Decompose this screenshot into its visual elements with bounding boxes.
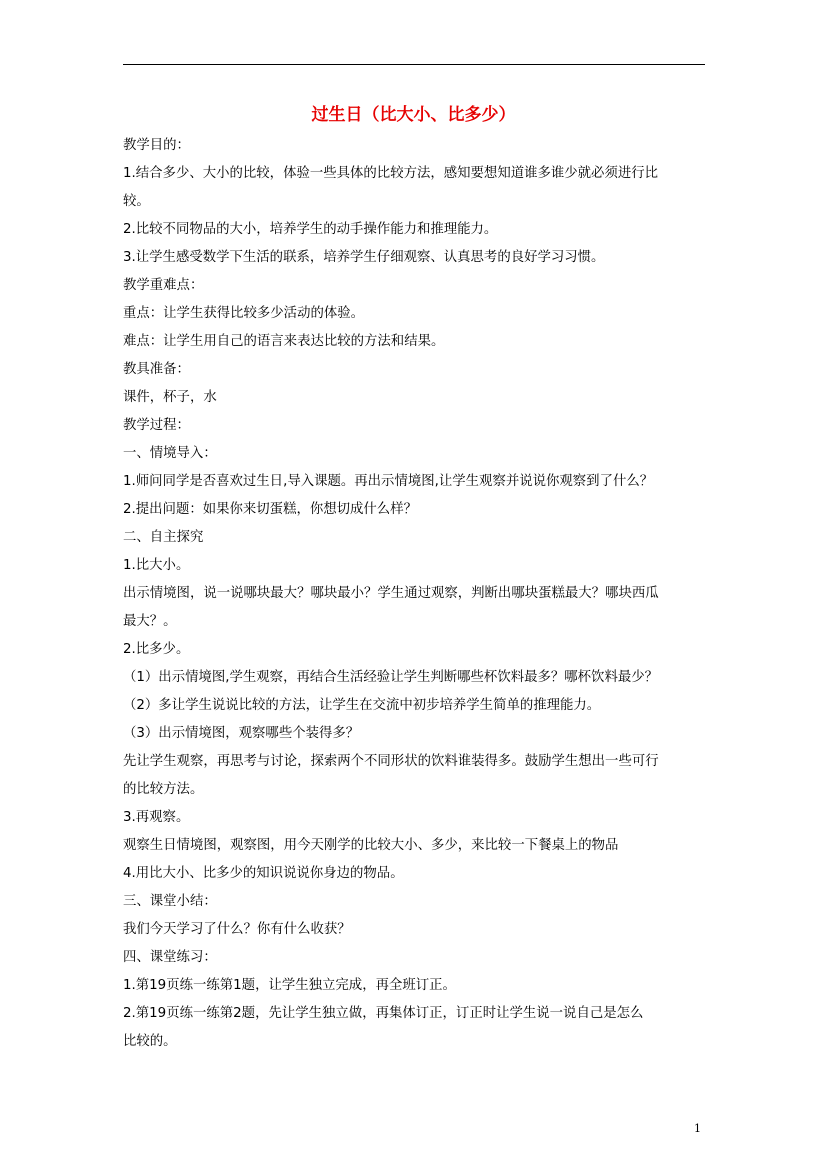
body-line: 观察生日情境图，观察图，用今天刚学的比较大小、多少，来比较一下餐桌上的物品 (123, 838, 619, 853)
body-line: 比较的。 (123, 1034, 177, 1049)
body-line: 教具准备： (123, 362, 190, 377)
body-line: 最大？。 (123, 614, 177, 629)
body-line: 较。 (123, 194, 150, 209)
body-line: 我们今天学习了什么？你有什么收获？ (123, 922, 351, 937)
body-line: 1.第19页练一练第1题，让学生独立完成，再全班订正。 (123, 978, 456, 993)
body-line: 一、情境导入： (123, 446, 217, 461)
body-line: 重点：让学生获得比较多少活动的体验。 (123, 306, 365, 321)
body-line: （1）出示情境图,学生观察，再结合生活经验让学生判断哪些杯饮料最多？哪杯饮料最少？ (123, 670, 659, 685)
body-line: 1.师问同学是否喜欢过生日,导入课题。再出示情境图,让学生观察并说说你观察到了什么？ (123, 474, 654, 489)
body-line: 1.结合多少、大小的比较，体验一些具体的比较方法，感知要想知道谁多谁少就必须进行比 (123, 166, 659, 181)
body-line: 2.第19页练一练第2题，先让学生独立做，再集体订正，订正时让学生说一说自己是怎么 (123, 1006, 644, 1021)
body-line: 四、课堂练习： (123, 950, 217, 965)
body-line: 课件，杯子，水 (123, 390, 217, 405)
body-line: （3）出示情境图，观察哪些个装得多？ (123, 726, 360, 741)
body-line: 先让学生观察，再思考与讨论，探索两个不同形状的饮料谁装得多。鼓励学生想出一些可行 (123, 754, 659, 769)
body-line: 教学重难点： (123, 278, 204, 293)
body-line: 3.再观察。 (123, 810, 190, 825)
document-title: 过生日（比大小、比多少） (311, 105, 516, 125)
body-line: 出示情境图，说一说哪块最大？哪块最小？学生通过观察，判断出哪块蛋糕最大？哪块西瓜 (123, 586, 659, 601)
body-line: 1.比大小。 (123, 558, 190, 573)
body-line: 的比较方法。 (123, 782, 204, 797)
body-line: 2.比多少。 (123, 642, 190, 657)
header-rule (123, 64, 705, 65)
body-line: 三、课堂小结： (123, 894, 217, 909)
body-line: 难点：让学生用自己的语言来表达比较的方法和结果。 (123, 334, 445, 349)
body-line: 2.提出问题：如果你来切蛋糕，你想切成什么样？ (123, 502, 417, 517)
body-line: 教学过程： (123, 418, 190, 433)
body-line: 2.比较不同物品的大小，培养学生的动手操作能力和推理能力。 (123, 222, 498, 237)
body-line: 二、自主探究 (123, 530, 204, 545)
body-line: 4.用比大小、比多少的知识说说你身边的物品。 (123, 866, 404, 881)
page-number: 1 (694, 1122, 701, 1135)
body-line: 教学目的： (123, 138, 190, 153)
document-body (123, 132, 705, 1056)
body-line: （2）多让学生说说比较的方法，让学生在交流中初步培养学生简单的推理能力。 (123, 698, 601, 713)
body-line: 3.让学生感受数学下生活的联系，培养学生仔细观察、认真思考的良好学习习惯。 (123, 250, 605, 265)
